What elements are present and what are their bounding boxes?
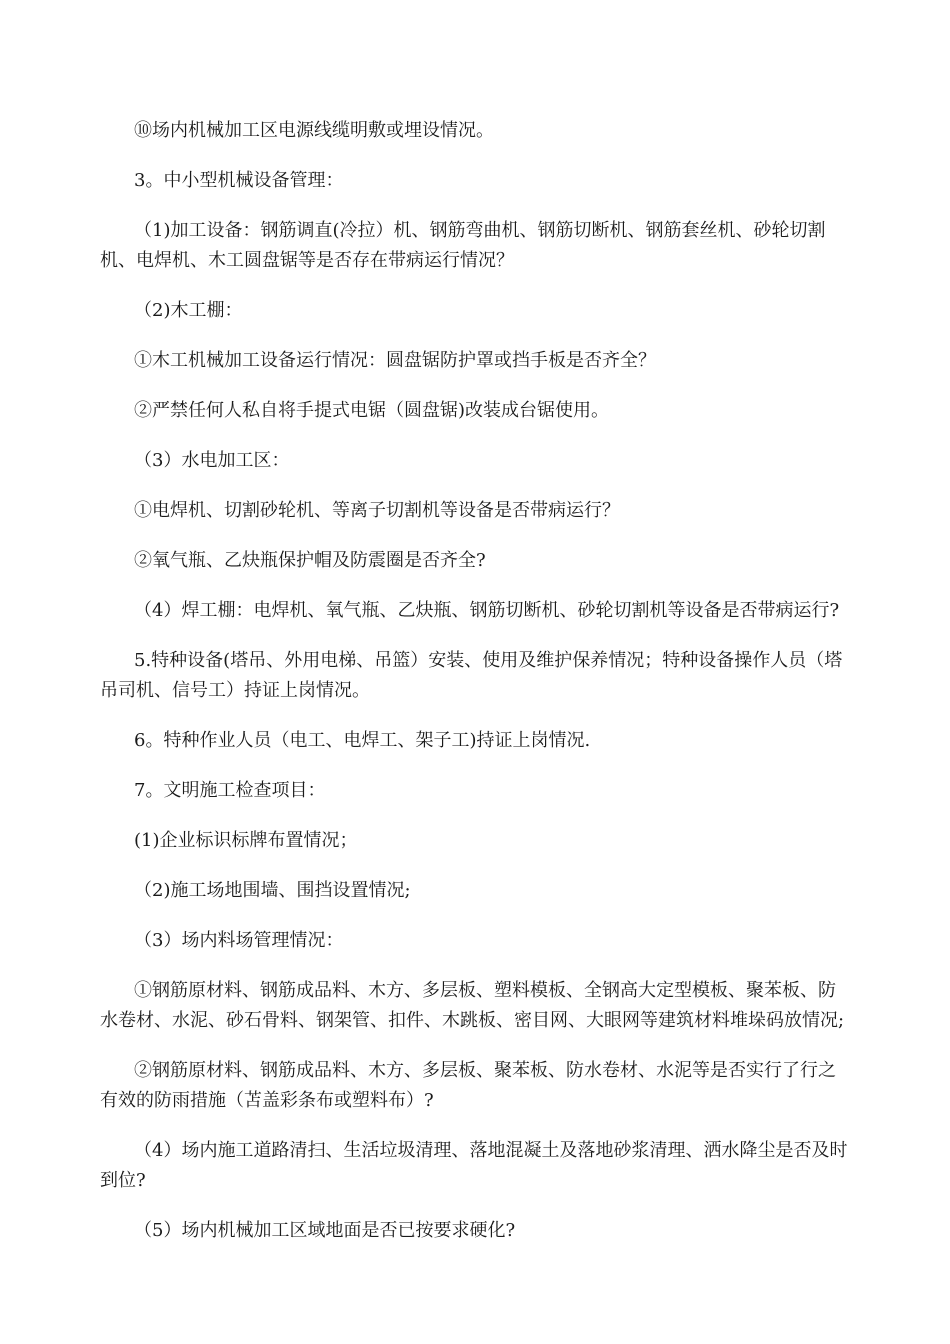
paragraph-ground-hardening: （5）场内机械加工区域地面是否已按要求硬化? [134, 1220, 516, 1241]
paragraph-woodwork-item-2: ②严禁任何人私自将手提式电锯（圆盘锯)改装成台锯使用。 [134, 400, 610, 421]
paragraph-material-item-1: ①钢筋原材料、钢筋成品料、木方、多层板、塑料模板、全钢高大定型模板、聚苯板、防水卷材、水泥、砂石骨料、钢架管、扣件、木跳板、密目网、大眼网等建筑材料堆垛码放情况; [100, 980, 845, 1031]
paragraph-material-yard: （3）场内料场管理情况： [134, 930, 344, 951]
paragraph-woodwork-item-1: ①木工机械加工设备运行情况：圆盘锯防护罩或挡手板是否齐全？ [134, 350, 656, 371]
paragraph-road-cleaning: （4）场内施工道路清扫、生活垃圾清理、落地混凝土及落地砂浆清理、洒水降尘是否及时到位? [100, 1140, 848, 1191]
paragraph-section-3-heading: 3。中小型机械设备管理： [134, 170, 344, 191]
document-body [100, 116, 852, 1266]
paragraph-signage: (1)企业标识标牌布置情况； [134, 830, 358, 851]
paragraph-plumbing-item-1: ①电焊机、切割砂轮机、等离子切割机等设备是否带病运行？ [134, 500, 620, 521]
paragraph-special-workers: 6。特种作业人员（电工、电焊工、架子工)持证上岗情况. [134, 730, 591, 751]
paragraph-plumbing-item-2: ②氧气瓶、乙炔瓶保护帽及防震圈是否齐全? [134, 550, 486, 571]
paragraph-woodwork-shed: （2)木工棚： [134, 300, 243, 321]
paragraph-item-10-cables: ⑩场内机械加工区电源线缆明敷或埋设情况。 [134, 120, 494, 141]
paragraph-welding-shed: （4）焊工棚：电焊机、氧气瓶、乙炔瓶、钢筋切断机、砂轮切割机等设备是否带病运行? [134, 600, 840, 621]
paragraph-material-item-2: ②钢筋原材料、钢筋成品料、木方、多层板、聚苯板、防水卷材、水泥等是否实行了行之有效的防雨措施（苫盖彩条布或塑料布）? [100, 1060, 836, 1111]
paragraph-section-7-heading: 7。文明施工检查项目： [134, 780, 326, 801]
paragraph-plumbing-electrical-area: （3）水电加工区： [134, 450, 290, 471]
paragraph-processing-equipment: （1)加工设备：钢筋调直(冷拉）机、钢筋弯曲机、钢筋切断机、钢筋套丝机、砂轮切割机、电焊机、木工圆盘锯等是否存在带病运行情况？ [100, 220, 826, 271]
paragraph-site-walls: （2)施工场地围墙、围挡设置情况; [134, 880, 411, 901]
paragraph-special-equipment: 5.特种设备(塔吊、外用电梯、吊篮）安装、使用及维护保养情况；特种设备操作人员（塔吊司机、信号工）持证上岗情况。 [100, 650, 843, 701]
